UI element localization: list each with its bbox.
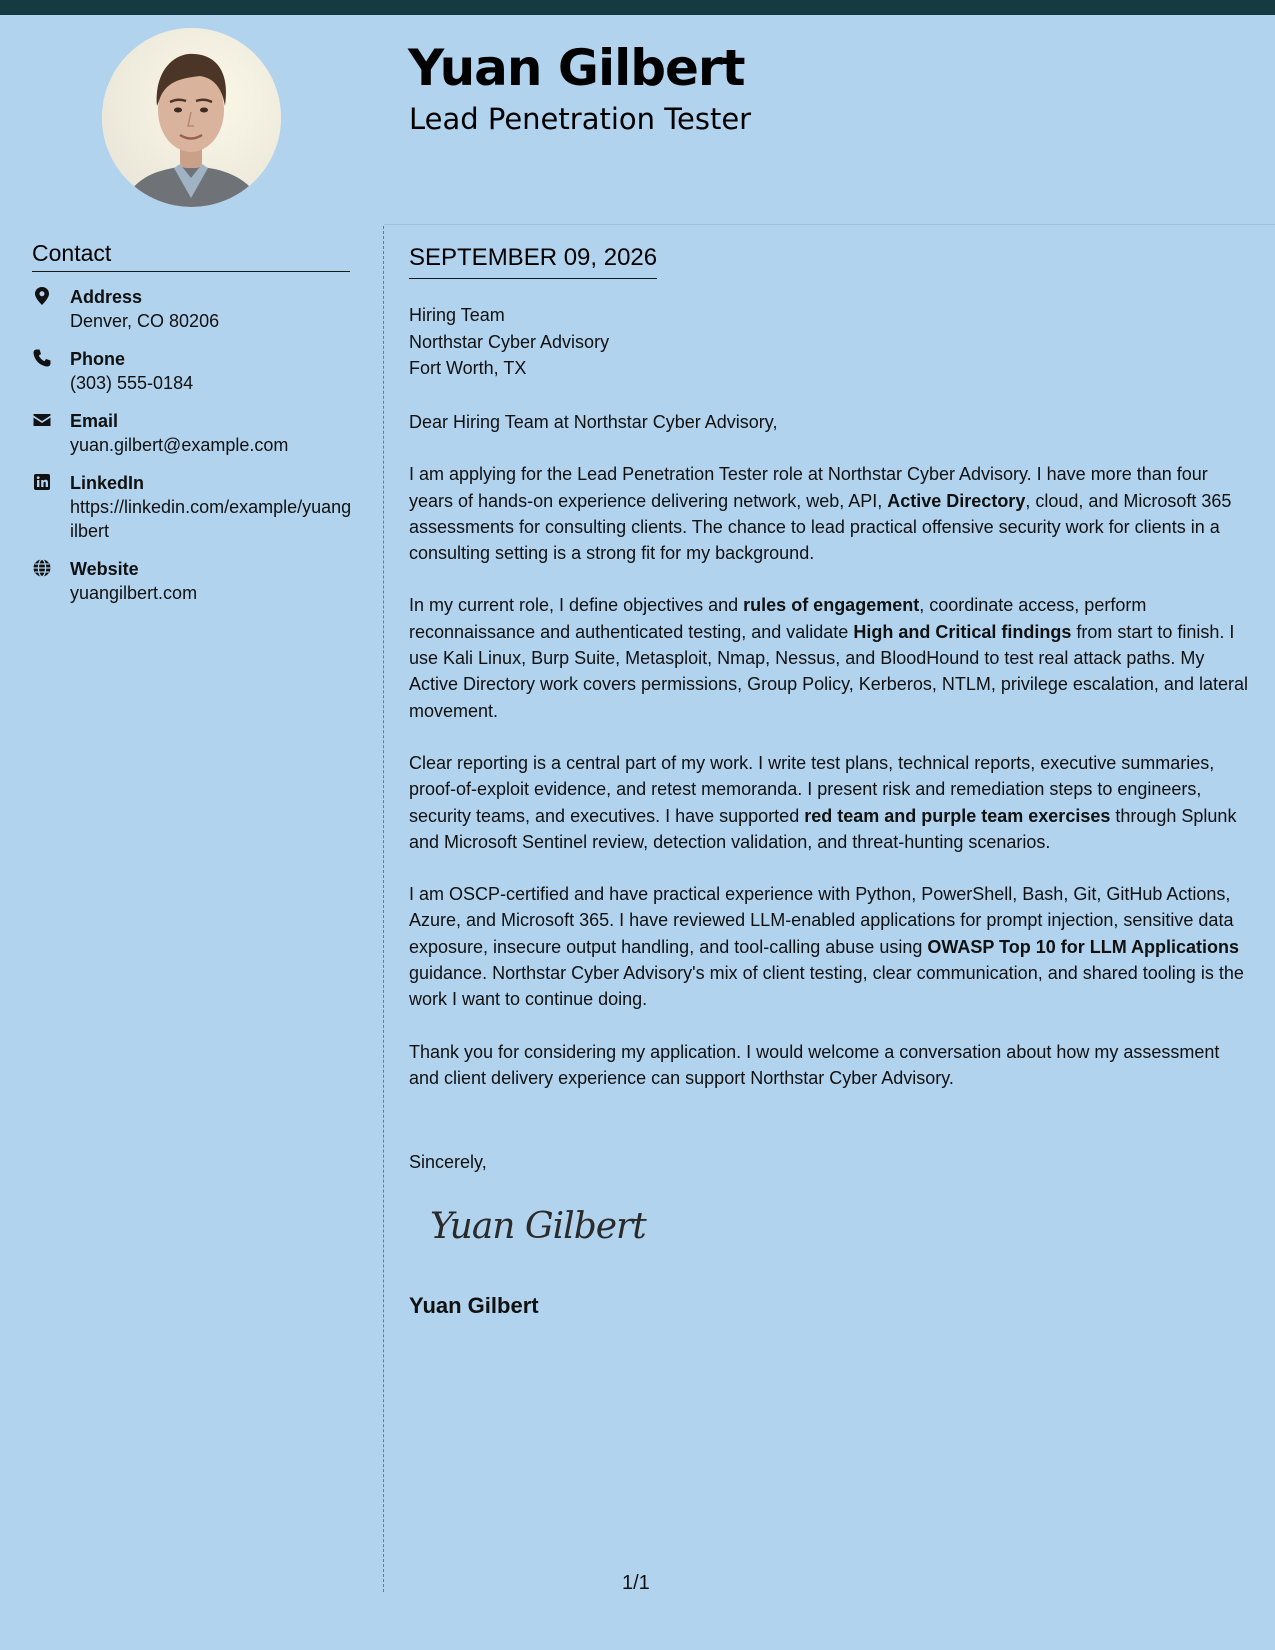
closing: Sincerely, [409,1152,487,1172]
letter-body [409,409,1251,1117]
emphasis-text: rules of engagement [743,595,920,616]
contact-value[interactable]: yuangilbert.com [70,583,198,603]
envelope-icon [32,410,52,430]
contact-heading: Contact [32,240,350,272]
emphasis-text: OWASP Top 10 for LLM Applications [927,936,1240,957]
contact-label: Email [70,411,119,431]
candidate-title: Lead Penetration Tester [409,102,752,136]
contact-label: Phone [70,349,126,369]
body-paragraph [409,881,1251,1012]
paragraph-text: , cloud, and Microsoft 365 assessments for consulting clients. The chance to lead practical offensive security work for clients in a consulting setting is a strong fit for my background. [409,490,1232,564]
contact-phone [32,347,352,395]
paragraph-text: guidance. Northstar Cyber Advisory's mix of client testing, clear communication, and shared tooling is the work I want to continue doing. [409,963,1244,1010]
profile-photo [102,28,281,207]
body-paragraph [409,750,1251,855]
contact-linkedin [32,471,352,543]
top-bar [0,0,1275,15]
emphasis-text: red team and purple team exercises [804,805,1111,826]
paragraph-text: Thank you for considering my application. I would welcome a conversation about how my assessment and client delivery experience can support Northstar Cyber Advisory. [409,1041,1220,1088]
contact-value: (303) 555-0184 [70,373,194,393]
paragraph-text: I am OSCP-certified and have practical experience with Python, PowerShell, Bash, Git, GitHub Actions, Azure, and Microsoft 365. I have reviewed LLM-enabled applications for prompt injection, sensitive data exposure, insecure output handling, and tool-calling abuse using [409,884,1234,957]
contact-label: Website [70,559,139,579]
recipient-line: Fort Worth, TX [409,358,527,378]
signer-name: Yuan Gilbert [409,1293,539,1318]
paragraph-text: from start to finish. I use Kali Linux, Burp Suite, Metasploit, Nmap, Nessus, and BloodHound to test real attack paths. My Active Directory work covers permissions, Group Policy, Kerberos, NTLM, privilege escalation, and lateral movement. [409,621,1248,721]
paragraph-text: I am applying for the Lead Penetration Tester role at Northstar Cyber Advisory. I have more than four years of hands-on experience delivering network, web, API, [409,464,1208,511]
contact-value: Denver, CO 80206 [70,311,220,331]
recipient-line: Northstar Cyber Advisory [409,331,610,352]
contact-email [32,409,352,457]
letter-date: SEPTEMBER 09, 2026 [409,244,657,279]
paragraph-text: Clear reporting is a central part of my work. I write test plans, technical reports, executive summaries, proof-of-exploit evidence, and retest memoranda. I present risk and remediation steps to engineers, security teams, and executives. I have supported [409,752,1215,826]
recipient-block [409,302,609,382]
contact-label: LinkedIn [70,473,145,493]
map-pin-icon [32,286,52,306]
paragraph-text: through Splunk and Microsoft Sentinel review, detection validation, and threat-hunting scenarios. [409,805,1237,852]
emphasis-text: Active Directory [887,490,1026,511]
paragraph-text: , coordinate access, perform reconnaissance and authenticated testing, and validate [409,595,1147,642]
page-indicator: 1/1 [622,1572,650,1594]
salutation: Dear Hiring Team at Northstar Cyber Advisory, [409,412,778,432]
header-divider [384,224,1275,225]
contact-website [32,557,352,605]
body-paragraph [409,461,1251,566]
signature: Yuan Gilbert [430,1206,646,1247]
column-divider [383,226,384,1592]
recipient-line: Hiring Team [409,305,505,325]
paragraph-text: In my current role, I define objectives and [409,595,744,616]
contact-address [32,285,352,333]
emphasis-text: High and Critical findings [853,621,1072,642]
contact-value[interactable]: https://linkedin.com/example/yuangilbert [70,497,352,541]
contact-value[interactable]: yuan.gilbert@example.com [70,435,289,455]
globe-icon [32,558,52,578]
candidate-name: Yuan Gilbert [408,39,745,97]
contact-list [32,285,352,619]
phone-icon [32,348,52,368]
body-paragraph [409,592,1251,723]
body-paragraph [409,1039,1251,1092]
linkedin-icon [32,472,52,492]
contact-label: Address [70,287,143,307]
